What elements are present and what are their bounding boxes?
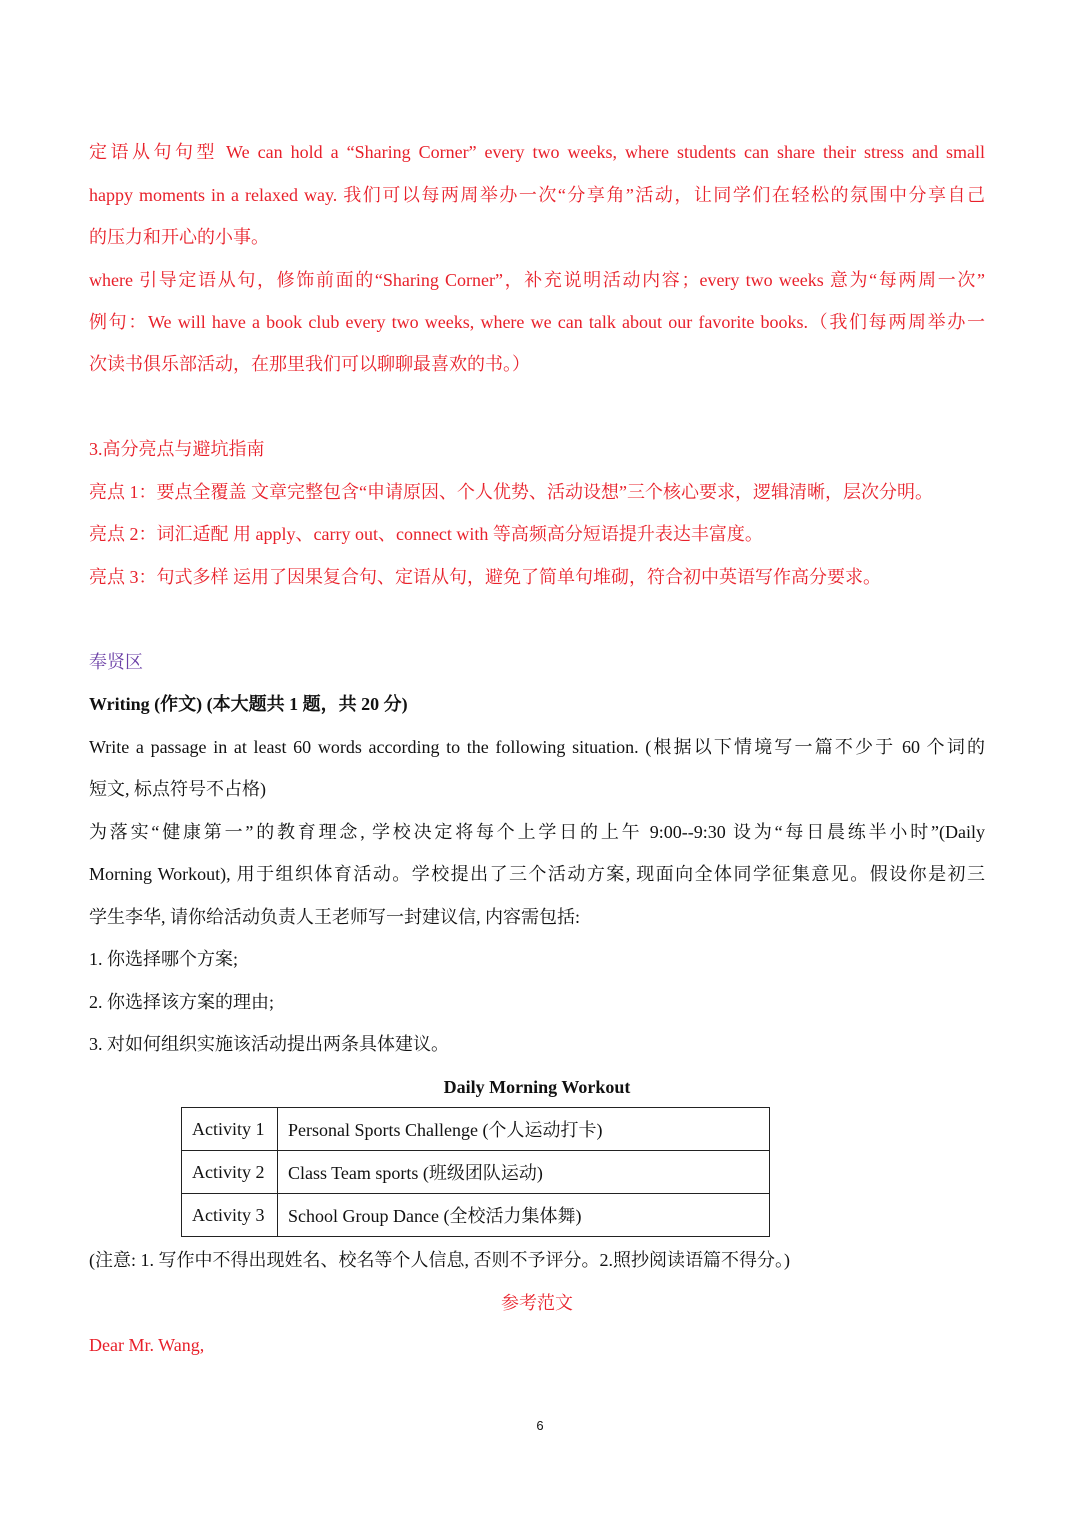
situation-line-1: 为落实“健康第一”的教育理念, 学校决定将每个上学日的上午 9:00--9:30 设为“每日晨练半小时”(Daily xyxy=(89,822,985,842)
activity-name: Activity 2 xyxy=(182,1151,278,1194)
activity-desc: Personal Sports Challenge (个人运动打卡) xyxy=(278,1108,770,1151)
situation-line-3: 学生李华, 请你给活动负责人王老师写一封建议信, 内容需包括: xyxy=(89,907,580,927)
table-row xyxy=(182,1194,770,1237)
highlight-2: 亮点 2：词汇适配 用 apply、carry out、connect with 等高频高分短语提升表达丰富度。 xyxy=(89,524,763,544)
letter-salutation: Dear Mr. Wang, xyxy=(89,1335,205,1355)
activity-name: Activity 3 xyxy=(182,1194,278,1237)
writing-title: Writing (作文) (本大题共 1 题，共 20 分) xyxy=(89,694,408,714)
requirement-item-3: 3. 对如何组织实施该活动提出两条具体建议。 xyxy=(89,1034,449,1054)
activity-name: Activity 1 xyxy=(182,1108,278,1151)
clause-line-6: 次读书俱乐部活动，在那里我们可以聊聊最喜欢的书。） xyxy=(89,354,530,374)
requirement-item-2: 2. 你选择该方案的理由; xyxy=(89,992,275,1012)
table-title: Daily Morning Workout xyxy=(443,1077,631,1097)
instruction-line-2: 短文, 标点符号不占格) xyxy=(89,779,266,799)
table-row xyxy=(182,1108,770,1151)
table-row xyxy=(182,1151,770,1194)
activity-desc: School Group Dance (全校活力集体舞) xyxy=(278,1194,770,1237)
highlights-heading: 3.高分亮点与避坑指南 xyxy=(89,439,265,459)
activities-table xyxy=(181,1107,770,1237)
situation-line-2: Morning Workout), 用于组织体育活动。学校提出了三个活动方案, 现面向全体同学征集意见。假设你是初三 xyxy=(89,864,985,884)
highlight-3: 亮点 3：句式多样 运用了因果复合句、定语从句，避免了简单句堆砌，符合初中英语写作高分要求。 xyxy=(89,567,881,587)
instruction-line-1: Write a passage in at least 60 words according to the following situation. (根据以下情境写一篇不少于 60 个词的 xyxy=(89,737,985,757)
page-number: 6 xyxy=(536,1418,544,1433)
clause-line-5: 例句：We will have a book club every two weeks, where we can talk about our favorite books.（我们每两周举办一 xyxy=(89,312,985,332)
highlight-1: 亮点 1：要点全覆盖 文章完整包含“申请原因、个人优势、活动设想”三个核心要求，逻辑清晰，层次分明。 xyxy=(89,482,933,502)
note-text: (注意: 1. 写作中不得出现姓名、校名等个人信息, 否则不予评分。2.照抄阅读语篇不得分。) xyxy=(89,1250,790,1270)
clause-line-3: 的压力和开心的小事。 xyxy=(89,227,269,247)
clause-line-2: happy moments in a relaxed way. 我们可以每两周举办一次“分享角”活动，让同学们在轻松的氛围中分享自己 xyxy=(89,185,985,205)
clause-line-4: where 引导定语从句，修饰前面的“Sharing Corner”，补充说明活动内容；every two weeks 意为“每两周一次” xyxy=(89,270,985,290)
requirement-item-1: 1. 你选择哪个方案; xyxy=(89,949,239,969)
district-label: 奉贤区 xyxy=(89,652,143,672)
clause-line-1: 定语从句句型 We can hold a “Sharing Corner” every two weeks, where students can share their stress and small xyxy=(89,142,985,162)
activity-desc: Class Team sports (班级团队运动) xyxy=(278,1151,770,1194)
sample-heading: 参考范文 xyxy=(501,1293,573,1313)
